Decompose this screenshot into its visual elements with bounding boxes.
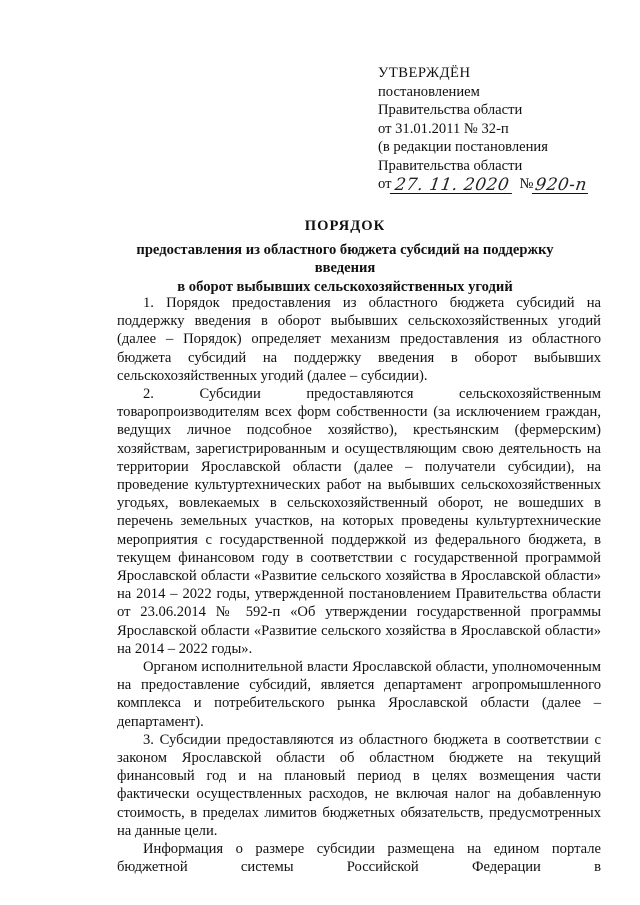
- approval-line-2: Правительства области: [378, 102, 523, 118]
- approval-line-3: от 31.01.2011 № 32-п: [378, 120, 509, 137]
- handwritten-number: 920-п: [532, 177, 590, 194]
- approval-line-5: Правительства области: [378, 157, 523, 174]
- signature-line: [378, 175, 628, 194]
- approval-line-1: постановлением: [378, 83, 480, 100]
- sig-number-label: №: [519, 176, 534, 192]
- title-heading: ПОРЯДОК: [304, 218, 386, 234]
- document-body: [117, 294, 601, 877]
- document-title: [110, 217, 580, 296]
- approval-line-4: (в редакции постановления: [378, 139, 548, 155]
- handwritten-date: 27. 11. 2020: [390, 177, 514, 194]
- approval-block: [378, 64, 628, 194]
- paragraph-4: 3. Субсидии предоставляются из областного бюджета в соответствии с законом Ярославской области об областном бюджете на текущий финансовый год и на плановый период в целях возмещения части фактически осуществленных расходов, не включая налог на добавленную стоимость, в пределах лимитов бюджетных обязательств, предусмотренных на данные цели.: [117, 731, 601, 839]
- paragraph-2: 2. Субсидии предоставляются сельскохозяйственным товаропроизводителям всех форм собственности (за исключением граждан, ведущих личное подсобное хозяйство), крестьянским (фермерским) хозяйствам, зарегистрированным и осуществляющим свою деятельность на территории Ярославской области (далее – получатели субсидии), на проведение культуртехнических работ на выбывших сельскохозяйственных угодьях, вовлекаемых в сельскохозяйственный оборот, не вошедших в перечень земельных участков, на которых проведены культуртехнические мероприятия с государственной поддержкой из федерального бюджета, в текущем финансовом году в соответствии с государственной программой Ярославской области «Развитие сельского хозяйства в Ярославской области» на 2014 – 2022 годы, утвержденной постановлением Правительства области от 23.06.2014 № 592-п «Об утверждении государственной программы Ярославской области «Развитие сельского хозяйства в Ярославской области» на 2014 – 2022 годы».: [117, 386, 601, 657]
- paragraph-1: 1. Порядок предоставления из областного бюджета субсидий на поддержку введения в оборот выбывших сельскохозяйственных угодий (далее – Порядок) определяет механизм предоставления из областного бюджета субсидий на поддержку введения в оборот выбывших сельскохозяйственных угодий (далее – субсидии).: [117, 295, 601, 384]
- approval-heading: УТВЕРЖДЁН: [378, 65, 471, 81]
- sig-prefix: от: [378, 176, 392, 192]
- title-line-2: предоставления из областного бюджета субсидий на поддержку введения: [136, 241, 554, 276]
- paragraph-3: Органом исполнительной власти Ярославской области, уполномоченным на предоставление субсидий, является департамент агропромышленного комплекса и потребительского рынка Ярославской области (далее – департамент).: [117, 659, 601, 730]
- paragraph-5: Информация о размере субсидии размещена на едином портале бюджетной системы Российской Федерации в: [117, 841, 601, 876]
- title-line-3: в оборот выбывших сельскохозяйственных угодий: [177, 278, 513, 295]
